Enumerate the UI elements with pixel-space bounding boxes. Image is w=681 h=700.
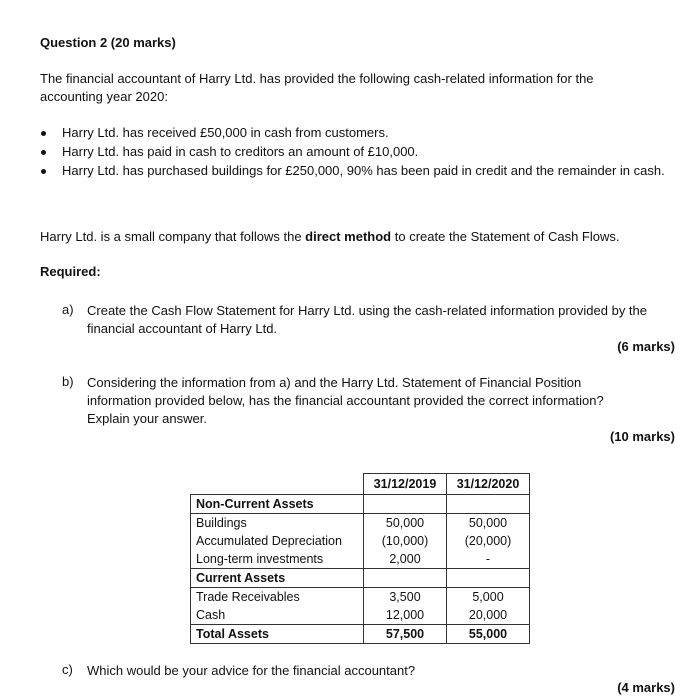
part-b-text: Considering the information from a) and the Harry Ltd. Statement of Financial Position information provided below, has the financial accountant provided the correct information? Explain your answer. — [87, 375, 604, 426]
row-label: Long-term investments — [191, 550, 364, 569]
part-a-marks: (6 marks) — [617, 339, 675, 354]
method-bold: direct method — [305, 229, 392, 244]
bullet-item: Harry Ltd. has received £50,000 in cash from customers. — [62, 125, 389, 140]
row-label: Trade Receivables — [191, 588, 364, 607]
row-value-2019 — [364, 569, 447, 588]
table-row — [191, 625, 530, 644]
row-value-2019: 12,000 — [364, 606, 447, 625]
bullet-item: Harry Ltd. has paid in cash to creditors an amount of £10,000. — [62, 144, 419, 159]
part-b-marks: (10 marks) — [609, 429, 675, 444]
bullet-icon — [41, 150, 46, 155]
financial-position-table — [190, 473, 530, 644]
row-value-2020: 20,000 — [447, 606, 530, 625]
bullet-icon — [41, 131, 46, 136]
part-b-letter: b) — [62, 374, 74, 389]
table-row — [191, 550, 530, 569]
part-a-text: Create the Cash Flow Statement for Harry Ltd. using the cash-related information provided by the financial accountant of Harry Ltd. — [87, 303, 648, 336]
intro-paragraph: The financial accountant of Harry Ltd. has provided the following cash-related information for the accounting year 2020: — [40, 71, 594, 104]
table-header-2019: 31/12/2019 — [364, 474, 447, 495]
table-row — [191, 606, 530, 625]
row-value-2019: 2,000 — [364, 550, 447, 569]
row-value-2019: 50,000 — [364, 514, 447, 533]
bullet-icon — [41, 169, 46, 174]
method-sentence — [40, 228, 670, 246]
part-c-letter: c) — [62, 662, 73, 677]
method-text-after: to create the Statement of Cash Flows. — [391, 229, 620, 244]
table-row — [191, 532, 530, 550]
row-value-2020: (20,000) — [447, 532, 530, 550]
row-value-2020: 55,000 — [447, 625, 530, 644]
required-label: Required: — [40, 264, 101, 279]
row-label: Accumulated Depreciation — [191, 532, 364, 550]
row-value-2019: 3,500 — [364, 588, 447, 607]
row-value-2020 — [447, 495, 530, 514]
table-row — [191, 514, 530, 533]
row-value-2019: (10,000) — [364, 532, 447, 550]
question-title: Question 2 (20 marks) — [40, 35, 176, 50]
method-text-before: Harry Ltd. is a small company that follows the — [40, 229, 306, 244]
table-header-2020: 31/12/2020 — [447, 474, 530, 495]
table-header-blank — [191, 474, 364, 495]
part-c-marks: (4 marks) — [617, 680, 675, 695]
row-value-2019: 57,500 — [364, 625, 447, 644]
row-label: Buildings — [191, 514, 364, 533]
row-label: Non-Current Assets — [191, 495, 364, 514]
row-value-2020: 50,000 — [447, 514, 530, 533]
table-header-row — [191, 474, 530, 495]
row-label: Cash — [191, 606, 364, 625]
row-value-2020: 5,000 — [447, 588, 530, 607]
table-row — [191, 495, 530, 514]
part-a-letter: a) — [62, 302, 74, 317]
part-c-text: Which would be your advice for the financial accountant? — [87, 663, 416, 678]
table-row — [191, 569, 530, 588]
row-value-2020 — [447, 569, 530, 588]
row-label: Current Assets — [191, 569, 364, 588]
row-value-2019 — [364, 495, 447, 514]
row-value-2020: - — [447, 550, 530, 569]
table-row — [191, 588, 530, 607]
bullet-item: Harry Ltd. has purchased buildings for £250,000, 90% has been paid in credit and the remainder in cash. — [62, 163, 665, 178]
row-label: Total Assets — [191, 625, 364, 644]
